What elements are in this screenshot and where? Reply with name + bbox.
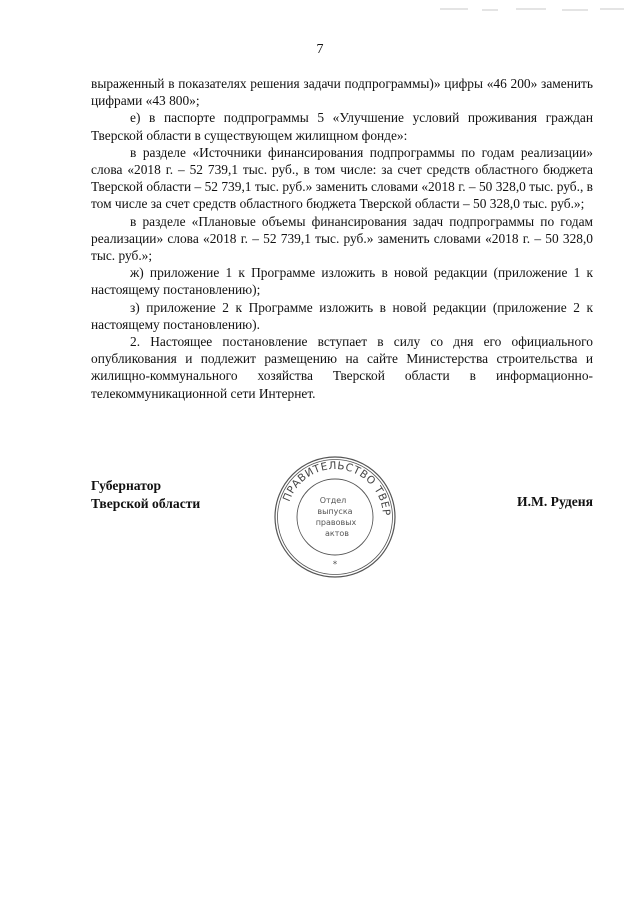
paragraph-2: е) в паспорте подпрограммы 5 «Улучшение условий проживания граждан Тверской области в существующем жилищном фонде»:: [91, 110, 593, 143]
official-seal: [273, 455, 397, 579]
seal-star-icon: *: [332, 560, 338, 570]
seal-inner-line-1: Отдел: [319, 496, 347, 505]
paragraph-6: з) приложение 2 к Программе изложить в новой редакции (приложение 2 к настоящему постановлению).: [91, 299, 593, 332]
seal-inner-line-4: актов: [324, 529, 350, 538]
page-number: 7: [316, 42, 324, 57]
paragraph-7: 2. Настоящее постановление вступает в силу со дня его официального опубликования и подлежит размещению на сайте Министерства строительства и жилищно-коммунального хозяйства Тверской области в информационно-телекоммуникационной сети Интернет.: [91, 334, 593, 401]
seal-inner-line-2: выпуска: [317, 507, 353, 516]
signatory-title-line2: Тверской области: [91, 495, 201, 511]
paragraph-3: в разделе «Источники финансирования подпрограммы по годам реализации» слова «2018 г. – 52 739,1 тыс. руб., в том числе: за счет средств областного бюджета Тверской области – 52 739,1 тыс. руб.» заменить словами «2018 г. – 50 328,0 тыс. руб., в том числе за счет средств областного бюджета Тверской области – 50 328,0 тыс. руб.»;: [91, 144, 593, 212]
seal-ring-text: ПРАВИТЕЛЬСТВО ТВЕР: [280, 459, 393, 517]
signatory-name: И.М. Руденя: [517, 494, 593, 509]
document-body: [91, 75, 593, 402]
scan-artifact: [438, 0, 628, 8]
paragraph-4: в разделе «Плановые объемы финансирования задач подпрограммы по годам реализации» слова «2018 г. – 52 739,1 тыс. руб.» заменить словами «2018 г. – 50 328,0 тыс. руб.»;: [91, 213, 593, 264]
signatory-title: [91, 477, 200, 512]
paragraph-1: выраженный в показателях решения задачи подпрограммы)» цифры «46 200» заменить цифрами «43 800»;: [91, 76, 593, 109]
seal-inner-line-3: правовых: [315, 518, 357, 527]
signatory-title-line1: Губернатор: [91, 478, 162, 493]
paragraph-5: ж) приложение 1 к Программе изложить в новой редакции (приложение 1 к настоящему постановлению);: [91, 265, 593, 298]
